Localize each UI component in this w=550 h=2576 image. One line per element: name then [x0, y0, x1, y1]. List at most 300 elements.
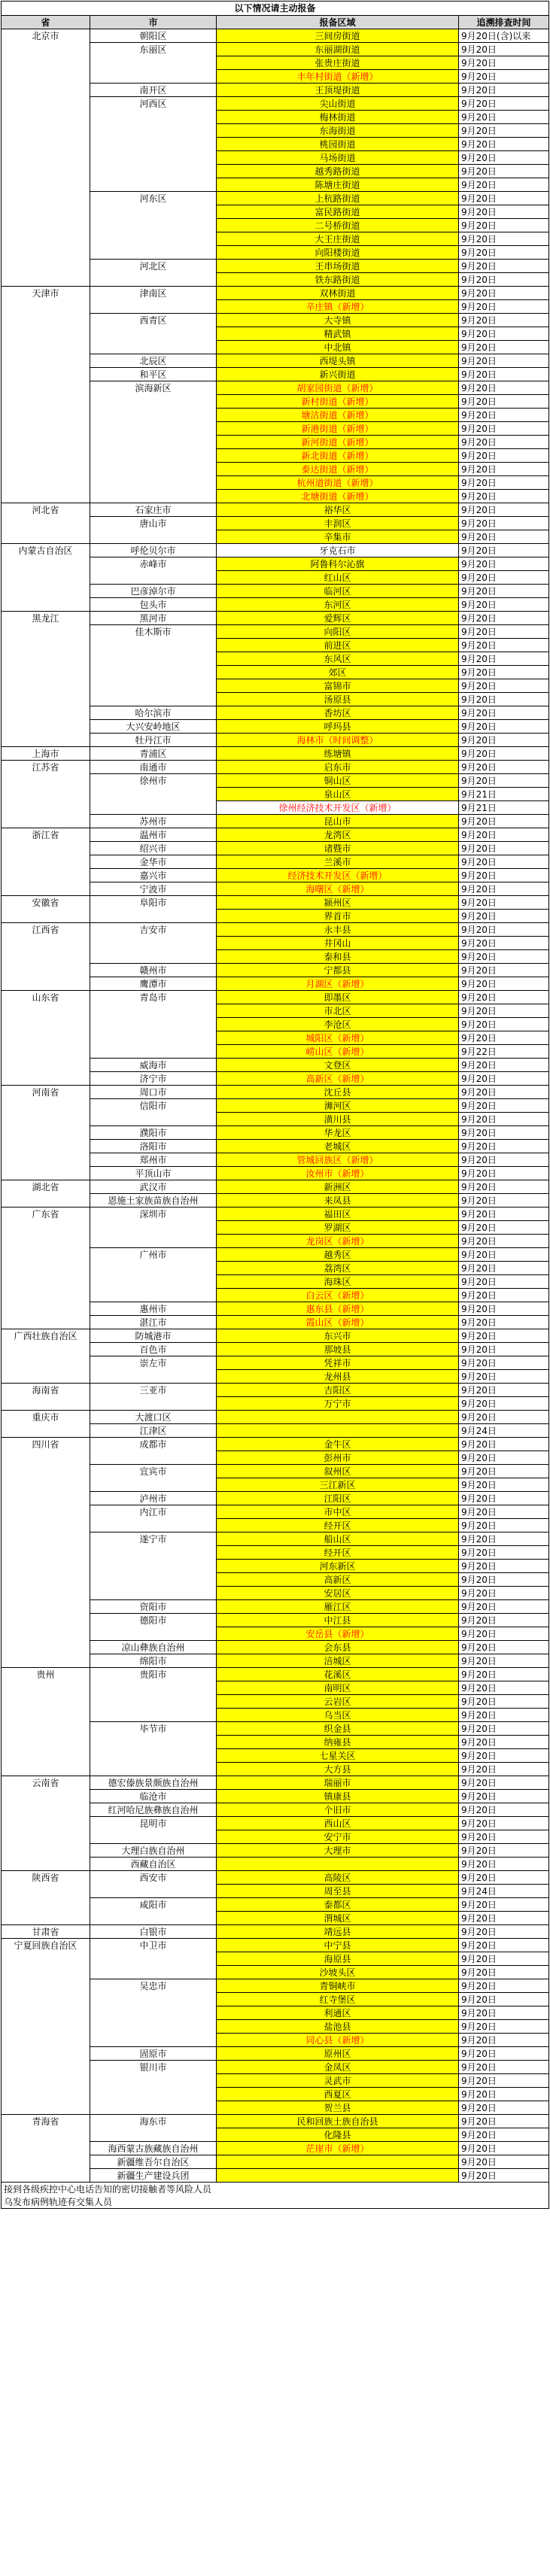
area-cell: 练塘镇	[217, 747, 459, 761]
table-row	[2, 2128, 549, 2142]
time-cell: 9月24日	[459, 1424, 549, 1438]
province-cell	[2, 1763, 90, 1776]
time-cell: 9月20日	[459, 327, 549, 341]
table-row	[2, 977, 549, 991]
province-cell: 安徽省	[2, 896, 90, 910]
time-cell: 9月20日	[459, 56, 549, 70]
city-cell	[90, 1749, 217, 1763]
time-cell: 9月20日	[459, 1979, 549, 1993]
time-cell: 9月20日	[459, 138, 549, 151]
time-cell: 9月20日	[459, 855, 549, 869]
area-cell: 李沧区	[217, 1018, 459, 1031]
city-cell: 西藏自治区	[90, 1858, 217, 1871]
table-row	[2, 1438, 549, 1451]
table-row	[2, 720, 549, 734]
province-cell	[2, 232, 90, 246]
table-row	[2, 1356, 549, 1370]
province-cell: 陕西省	[2, 1871, 90, 1885]
city-cell	[90, 1113, 217, 1126]
time-cell: 9月20日	[459, 1099, 549, 1113]
city-cell	[90, 1736, 217, 1749]
area-cell: 呼玛县	[217, 720, 459, 734]
city-cell: 吴忠市	[90, 1979, 217, 1993]
area-cell: 丰润区	[217, 517, 459, 530]
time-cell: 9月20日	[459, 2088, 549, 2101]
area-cell: 昆山市	[217, 815, 459, 828]
city-cell	[90, 1397, 217, 1411]
province-cell	[2, 1140, 90, 1153]
area-cell: 前进区	[217, 639, 459, 652]
province-cell	[2, 56, 90, 70]
table-row	[2, 950, 549, 964]
area-cell: 上杭路街道	[217, 192, 459, 205]
area-cell: 东海街道	[217, 124, 459, 138]
table-row	[2, 1072, 549, 1086]
area-cell: 胡家园街道（新增）	[217, 381, 459, 395]
area-cell: 雁江区	[217, 1600, 459, 1614]
province-cell	[2, 124, 90, 138]
city-cell: 吉安市	[90, 923, 217, 937]
table-row	[2, 178, 549, 192]
table-row	[2, 1289, 549, 1302]
time-cell: 9月20日	[459, 341, 549, 354]
city-cell	[90, 2088, 217, 2101]
time-cell: 9月20日	[459, 205, 549, 219]
time-cell: 9月20日	[459, 1072, 549, 1086]
city-cell: 固原市	[90, 2047, 217, 2061]
province-cell	[2, 585, 90, 598]
area-cell: 陈塘庄街道	[217, 178, 459, 192]
province-cell	[2, 1736, 90, 1749]
time-cell: 9月20日	[459, 2169, 549, 2183]
time-cell: 9月20日	[459, 1289, 549, 1302]
province-cell	[2, 1004, 90, 1018]
time-cell: 9月20日	[459, 1329, 549, 1343]
city-cell: 信阳市	[90, 1099, 217, 1113]
province-cell	[2, 517, 90, 530]
area-cell: 大方县	[217, 1763, 459, 1776]
city-cell: 红河哈尼族彝族自治州	[90, 1803, 217, 1817]
area-cell: 泰都区	[217, 1898, 459, 1912]
city-cell: 洛阳市	[90, 1140, 217, 1153]
area-cell: 新村街道（新增）	[217, 395, 459, 409]
area-cell: 盐池县	[217, 2020, 459, 2034]
city-cell	[90, 1018, 217, 1031]
city-cell: 内江市	[90, 1505, 217, 1519]
time-cell: 9月20日	[459, 585, 549, 598]
province-cell	[2, 706, 90, 720]
area-cell: 凭祥市	[217, 1356, 459, 1370]
area-cell: 永丰县	[217, 923, 459, 937]
city-cell: 恩施土家族苗族自治州	[90, 1194, 217, 1208]
city-cell	[90, 151, 217, 165]
area-cell: 张贵庄街道	[217, 56, 459, 70]
city-cell: 绍兴市	[90, 842, 217, 855]
city-cell	[90, 1681, 217, 1695]
area-cell: 向阳区	[217, 625, 459, 639]
table-row	[2, 1194, 549, 1208]
province-cell	[2, 855, 90, 869]
table-row	[2, 232, 549, 246]
province-cell	[2, 1979, 90, 1993]
table-row	[2, 1695, 549, 1709]
city-cell: 咸阳市	[90, 1898, 217, 1912]
city-cell	[90, 1560, 217, 1573]
time-cell: 9月20日	[459, 84, 549, 97]
area-cell: 西堤头镇	[217, 354, 459, 368]
province-cell	[2, 1424, 90, 1438]
table-row	[2, 2142, 549, 2155]
time-cell: 9月20日	[459, 652, 549, 666]
table-row	[2, 219, 549, 232]
area-cell: 宁都县	[217, 964, 459, 977]
city-cell: 深圳市	[90, 1208, 217, 1221]
city-cell: 绵阳市	[90, 1654, 217, 1668]
city-cell	[90, 1573, 217, 1587]
table-row	[2, 1275, 549, 1289]
province-cell	[2, 1465, 90, 1478]
city-cell: 湛江市	[90, 1316, 217, 1329]
table-row	[2, 1424, 549, 1438]
table-row	[2, 761, 549, 774]
province-cell	[2, 381, 90, 395]
table-row	[2, 205, 549, 219]
time-cell: 9月20日	[459, 354, 549, 368]
city-cell	[90, 1370, 217, 1384]
table-row	[2, 1031, 549, 1045]
province-cell	[2, 2034, 90, 2047]
city-cell	[90, 70, 217, 84]
table-row	[2, 1397, 549, 1411]
province-cell	[2, 1844, 90, 1858]
area-cell: 高陵区	[217, 1871, 459, 1885]
time-cell: 9月20日	[459, 1194, 549, 1208]
province-cell	[2, 1045, 90, 1059]
area-cell: 民和回族土族自治县	[217, 2115, 459, 2128]
time-cell: 9月20日	[459, 2155, 549, 2169]
time-cell: 9月20日	[459, 1925, 549, 1939]
province-cell	[2, 273, 90, 287]
area-cell: 船山区	[217, 1533, 459, 1546]
province-cell: 上海市	[2, 747, 90, 761]
area-cell: 三江新区	[217, 1478, 459, 1492]
table-row	[2, 544, 549, 557]
area-cell: 化隆县	[217, 2128, 459, 2142]
area-cell: 吉阳区	[217, 1384, 459, 1397]
area-cell: 井冈山	[217, 937, 459, 950]
province-cell	[2, 977, 90, 991]
city-cell: 毕节市	[90, 1722, 217, 1736]
city-cell: 青岛市	[90, 991, 217, 1004]
time-cell: 9月20日	[459, 557, 549, 571]
province-cell	[2, 84, 90, 97]
area-cell: 西夏区	[217, 2088, 459, 2101]
city-cell	[90, 2006, 217, 2020]
province-cell	[2, 964, 90, 977]
table-row	[2, 1086, 549, 1099]
time-cell: 9月20日	[459, 219, 549, 232]
province-cell	[2, 557, 90, 571]
table-row	[2, 84, 549, 97]
table-row	[2, 1140, 549, 1153]
table-row	[2, 679, 549, 693]
time-cell: 9月20日	[459, 1600, 549, 1614]
province-cell	[2, 2074, 90, 2088]
area-cell: 东丽湖街道	[217, 43, 459, 56]
city-cell: 德阳市	[90, 1614, 217, 1627]
area-cell: 牙克石市	[217, 544, 459, 557]
time-cell: 9月20日	[459, 869, 549, 882]
province-cell	[2, 490, 90, 503]
table-row	[2, 2006, 549, 2020]
city-cell: 海西蒙古族藏族自治州	[90, 2142, 217, 2155]
city-cell: 朝阳区	[90, 29, 217, 43]
province-cell	[2, 2047, 90, 2061]
province-cell	[2, 463, 90, 476]
time-cell: 9月20日	[459, 1384, 549, 1397]
table-row	[2, 788, 549, 801]
city-cell	[90, 1912, 217, 1925]
city-cell	[90, 449, 217, 463]
city-cell: 唐山市	[90, 517, 217, 530]
city-cell: 大理白族自治州	[90, 1844, 217, 1858]
area-cell: 精武镇	[217, 327, 459, 341]
area-cell: 丰年村街道（新增）	[217, 70, 459, 84]
table-row	[2, 97, 549, 111]
area-cell: 泰达街道（新增）	[217, 463, 459, 476]
province-cell	[2, 165, 90, 178]
time-cell: 9月20日	[459, 1262, 549, 1275]
city-cell	[90, 1451, 217, 1465]
table-row	[2, 1844, 549, 1858]
time-cell: 9月20日	[459, 1939, 549, 1952]
province-cell	[2, 449, 90, 463]
area-cell: 月湖区（新增）	[217, 977, 459, 991]
table-row	[2, 1627, 549, 1641]
province-cell: 四川省	[2, 1438, 90, 1451]
time-cell: 9月20日	[459, 693, 549, 706]
area-cell: 红山区	[217, 571, 459, 585]
area-cell: 越秀路街道	[217, 165, 459, 178]
province-cell	[2, 111, 90, 124]
province-cell	[2, 2088, 90, 2101]
area-cell: 织金县	[217, 1722, 459, 1736]
table-row	[2, 1262, 549, 1275]
city-cell: 河北区	[90, 260, 217, 273]
table-row	[2, 1600, 549, 1614]
area-cell: 瑞丽市	[217, 1776, 459, 1790]
area-cell: 灵武市	[217, 2074, 459, 2088]
table-row	[2, 300, 549, 314]
table-row	[2, 1641, 549, 1654]
time-cell: 9月20日	[459, 1059, 549, 1072]
report-sheet	[1, 1, 548, 2209]
time-cell: 9月20日	[459, 300, 549, 314]
time-cell: 9月20日	[459, 1627, 549, 1641]
area-cell: 同心县（新增）	[217, 2034, 459, 2047]
city-cell	[90, 1966, 217, 1979]
province-cell	[2, 734, 90, 747]
table-row	[2, 354, 549, 368]
area-cell: 安居区	[217, 1587, 459, 1600]
area-cell: 塘沽街道（新增）	[217, 409, 459, 422]
province-cell	[2, 1519, 90, 1533]
time-cell: 9月20日	[459, 246, 549, 260]
time-cell: 9月20日	[459, 1912, 549, 1925]
province-cell	[2, 1194, 90, 1208]
table-row	[2, 1803, 549, 1817]
time-cell: 9月20日	[459, 1952, 549, 1966]
table-row	[2, 1519, 549, 1533]
province-cell	[2, 720, 90, 734]
table-row	[2, 1790, 549, 1803]
area-cell: 经开区	[217, 1546, 459, 1560]
time-cell: 9月20日	[459, 2115, 549, 2128]
area-cell: 罗湖区	[217, 1221, 459, 1235]
time-cell: 9月20日	[459, 151, 549, 165]
province-cell	[2, 842, 90, 855]
city-cell: 江津区	[90, 1424, 217, 1438]
province-cell	[2, 1898, 90, 1912]
city-cell: 和平区	[90, 368, 217, 381]
province-cell	[2, 436, 90, 449]
province-cell	[2, 571, 90, 585]
province-cell	[2, 530, 90, 544]
time-cell: 9月20日	[459, 1898, 549, 1912]
province-cell	[2, 1235, 90, 1248]
table-row	[2, 991, 549, 1004]
area-cell: 河东新区	[217, 1560, 459, 1573]
province-cell	[2, 1641, 90, 1654]
province-cell	[2, 260, 90, 273]
time-cell: 9月20日	[459, 1736, 549, 1749]
city-cell: 临沧市	[90, 1790, 217, 1803]
table-row	[2, 1763, 549, 1776]
city-cell	[90, 1952, 217, 1966]
city-cell: 河西区	[90, 97, 217, 111]
area-cell	[217, 2169, 459, 2183]
table-row	[2, 449, 549, 463]
area-cell: 阿鲁科尔沁旗	[217, 557, 459, 571]
area-cell: 福田区	[217, 1208, 459, 1221]
area-cell: 老城区	[217, 1140, 459, 1153]
area-cell: 市北区	[217, 1004, 459, 1018]
area-cell: 徐州经济技术开发区（新增）	[217, 801, 459, 815]
city-cell	[90, 910, 217, 923]
time-cell: 9月20日	[459, 571, 549, 585]
time-cell: 9月20日	[459, 1722, 549, 1736]
area-cell: 新河街道（新增）	[217, 436, 459, 449]
time-cell: 9月20日	[459, 436, 549, 449]
city-cell: 呼伦贝尔市	[90, 544, 217, 557]
area-cell: 高新区	[217, 1573, 459, 1587]
province-cell	[2, 476, 90, 490]
table-row	[2, 2034, 549, 2047]
city-cell: 海东市	[90, 2115, 217, 2128]
time-cell: 9月20日	[459, 734, 549, 747]
city-cell	[90, 1709, 217, 1722]
province-cell: 青海省	[2, 2115, 90, 2128]
city-cell	[90, 1262, 217, 1275]
area-cell: 王顶堤街道	[217, 84, 459, 97]
city-cell	[90, 476, 217, 490]
table-row	[2, 273, 549, 287]
city-cell: 郑州市	[90, 1153, 217, 1167]
area-cell: 乌当区	[217, 1709, 459, 1722]
time-cell: 9月20日	[459, 1573, 549, 1587]
area-cell: 霞山区（新增）	[217, 1316, 459, 1329]
province-cell	[2, 639, 90, 652]
table-row	[2, 882, 549, 896]
province-cell	[2, 1858, 90, 1871]
area-cell: 叙州区	[217, 1465, 459, 1478]
province-cell: 江西省	[2, 923, 90, 937]
time-cell: 9月20日	[459, 1397, 549, 1411]
city-cell	[90, 1289, 217, 1302]
time-cell: 9月20日	[459, 409, 549, 422]
time-cell: 9月20日	[459, 761, 549, 774]
city-cell	[90, 1045, 217, 1059]
province-cell: 浙江省	[2, 828, 90, 842]
area-cell: 七星关区	[217, 1749, 459, 1763]
city-cell	[90, 530, 217, 544]
table-row	[2, 314, 549, 327]
table-row	[2, 1208, 549, 1221]
table-row	[2, 639, 549, 652]
time-cell: 9月20日	[459, 1018, 549, 1031]
area-cell: 桃园街道	[217, 138, 459, 151]
province-cell	[2, 774, 90, 788]
province-cell: 河南省	[2, 1086, 90, 1099]
time-cell: 9月20日	[459, 2074, 549, 2088]
area-cell: 中北镇	[217, 341, 459, 354]
table-row	[2, 1235, 549, 1248]
time-cell: 9月20日	[459, 43, 549, 56]
city-cell	[90, 1993, 217, 2006]
province-cell	[2, 205, 90, 219]
table-row	[2, 774, 549, 788]
table-row	[2, 192, 549, 205]
time-cell: 9月20日	[459, 1641, 549, 1654]
province-cell	[2, 2101, 90, 2115]
table-row	[2, 409, 549, 422]
city-cell	[90, 1004, 217, 1018]
city-cell	[90, 652, 217, 666]
city-cell: 昆明市	[90, 1817, 217, 1830]
province-cell	[2, 666, 90, 679]
area-cell: 诸暨市	[217, 842, 459, 855]
time-cell: 9月20日	[459, 2061, 549, 2074]
time-cell: 9月20日	[459, 1519, 549, 1533]
province-cell	[2, 598, 90, 612]
province-cell	[2, 693, 90, 706]
time-cell: 9月20日	[459, 1966, 549, 1979]
city-cell	[90, 1478, 217, 1492]
area-cell: 文登区	[217, 1059, 459, 1072]
area-cell: 泉山区	[217, 788, 459, 801]
province-cell	[2, 422, 90, 436]
time-cell: 9月20日	[459, 964, 549, 977]
time-cell: 9月20日	[459, 828, 549, 842]
city-cell: 中卫市	[90, 1939, 217, 1952]
table-row	[2, 842, 549, 855]
city-cell	[90, 56, 217, 70]
city-cell: 石家庄市	[90, 503, 217, 517]
table-row	[2, 612, 549, 625]
province-cell	[2, 1885, 90, 1898]
table-row	[2, 706, 549, 720]
city-cell: 阜阳市	[90, 896, 217, 910]
